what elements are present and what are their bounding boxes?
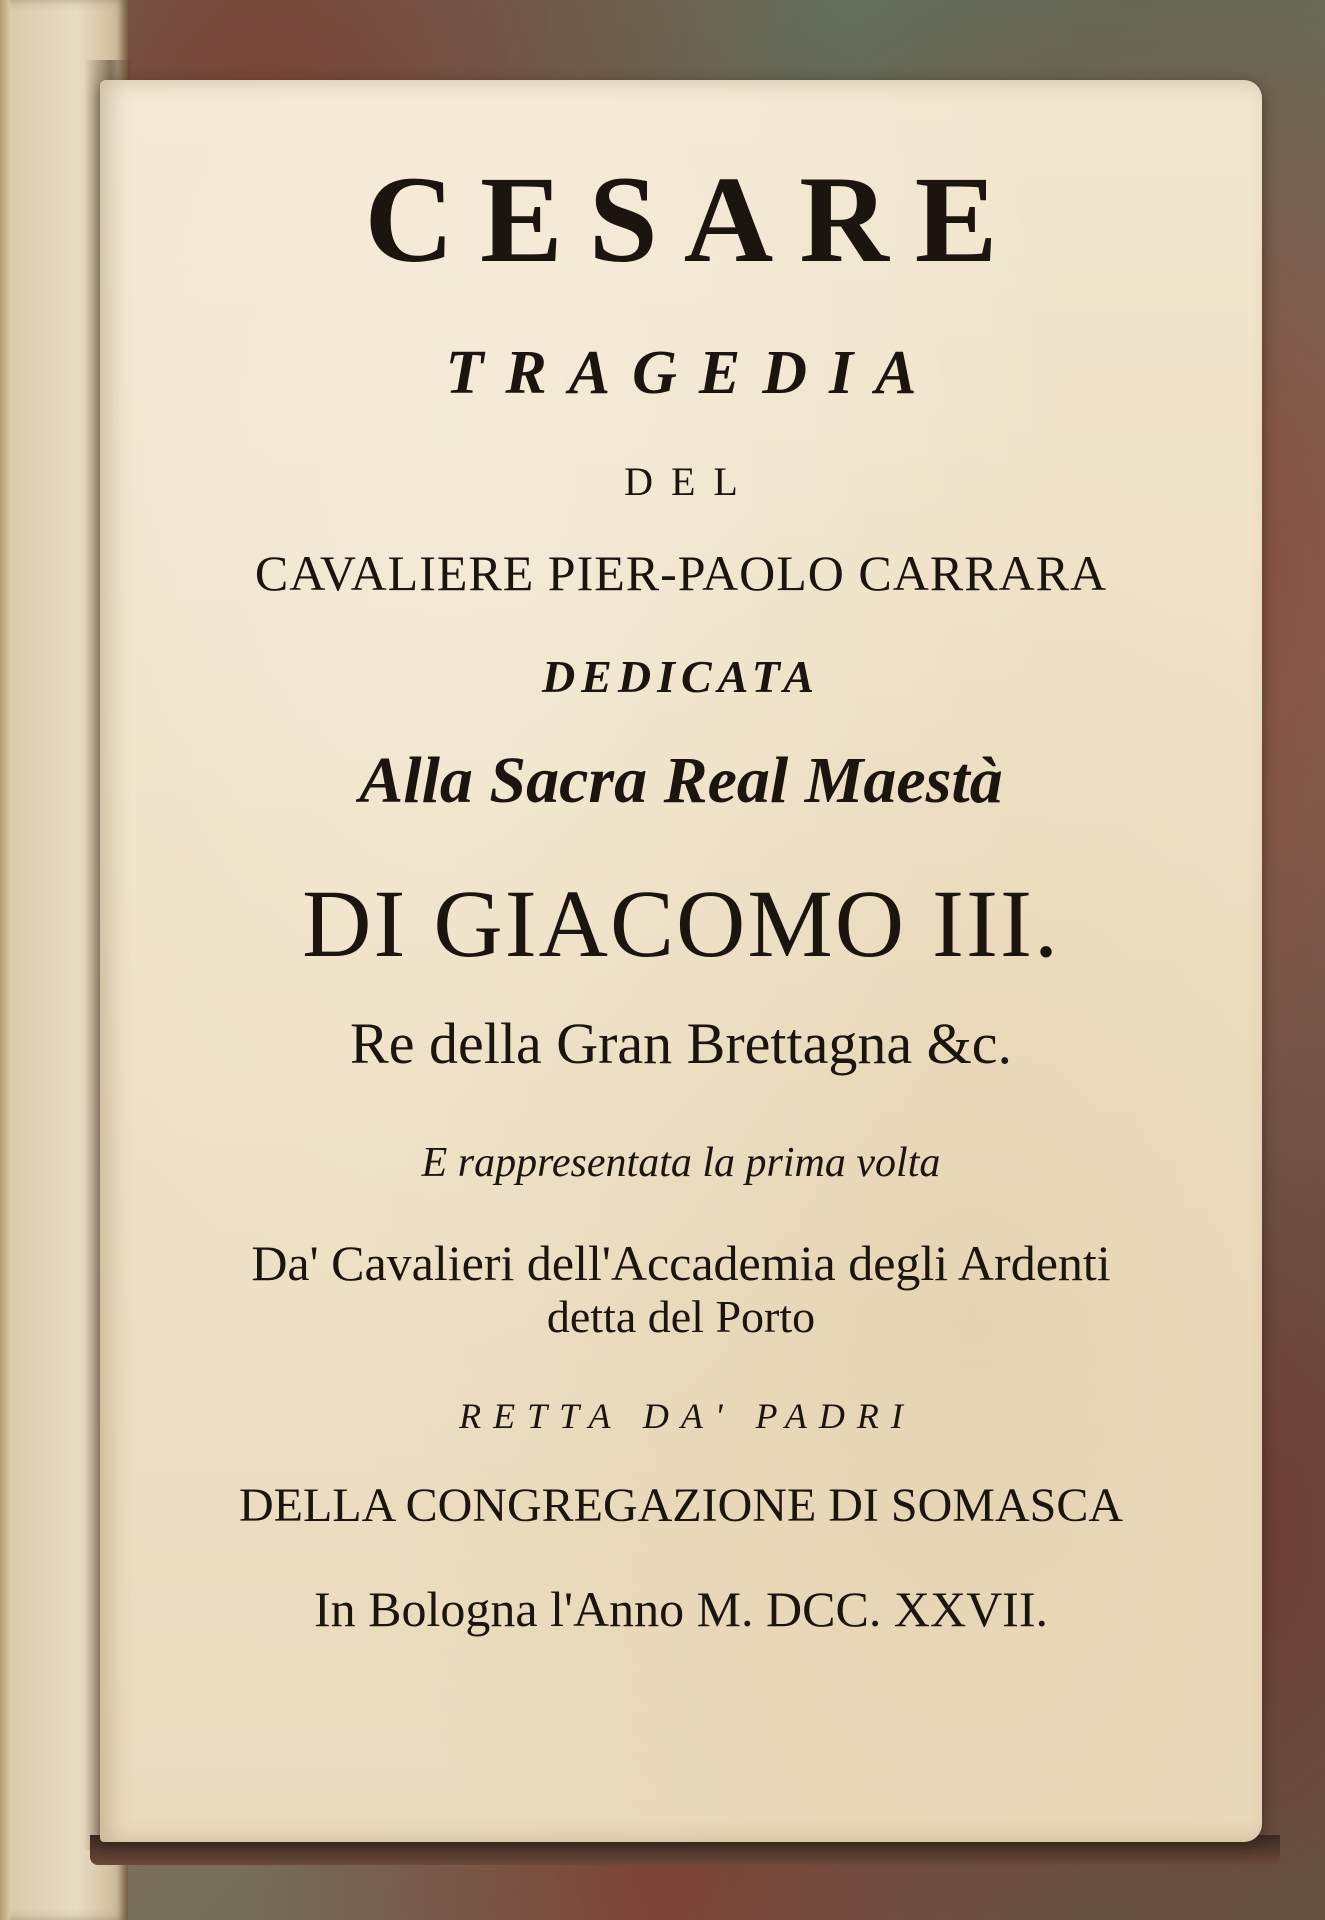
title-page [100,80,1262,1842]
performance-note: E rappresentata la prima volta [421,1140,941,1186]
king-name: DI GIACOMO III. [302,870,1060,977]
author-name: CAVALIERE PIER-PAOLO CARRARA [254,545,1108,601]
academy-line-2: detta del Porto [546,1291,816,1342]
dedicata-label: DEDICATA [541,651,821,702]
genre-label: TRAGEDIA [445,339,939,407]
del-label: DEL [624,459,756,504]
book-title: CESARE [364,151,1024,288]
left-page-edge [0,0,10,1920]
congregation-name: DELLA CONGREGAZIONE DI SOMASCA [239,1479,1123,1532]
academy-line-1: Da' Cavalieri dell'Accademia degli Ardenti [251,1235,1111,1291]
directed-by: RETTA DA' PADRI [459,1396,915,1436]
imprint: In Bologna l'Anno M. DCC. XXVII. [314,1581,1048,1637]
dedication-line: Alla Sacra Real Maestà [359,744,1003,817]
king-title: Re della Gran Brettagna &c. [350,1011,1012,1076]
